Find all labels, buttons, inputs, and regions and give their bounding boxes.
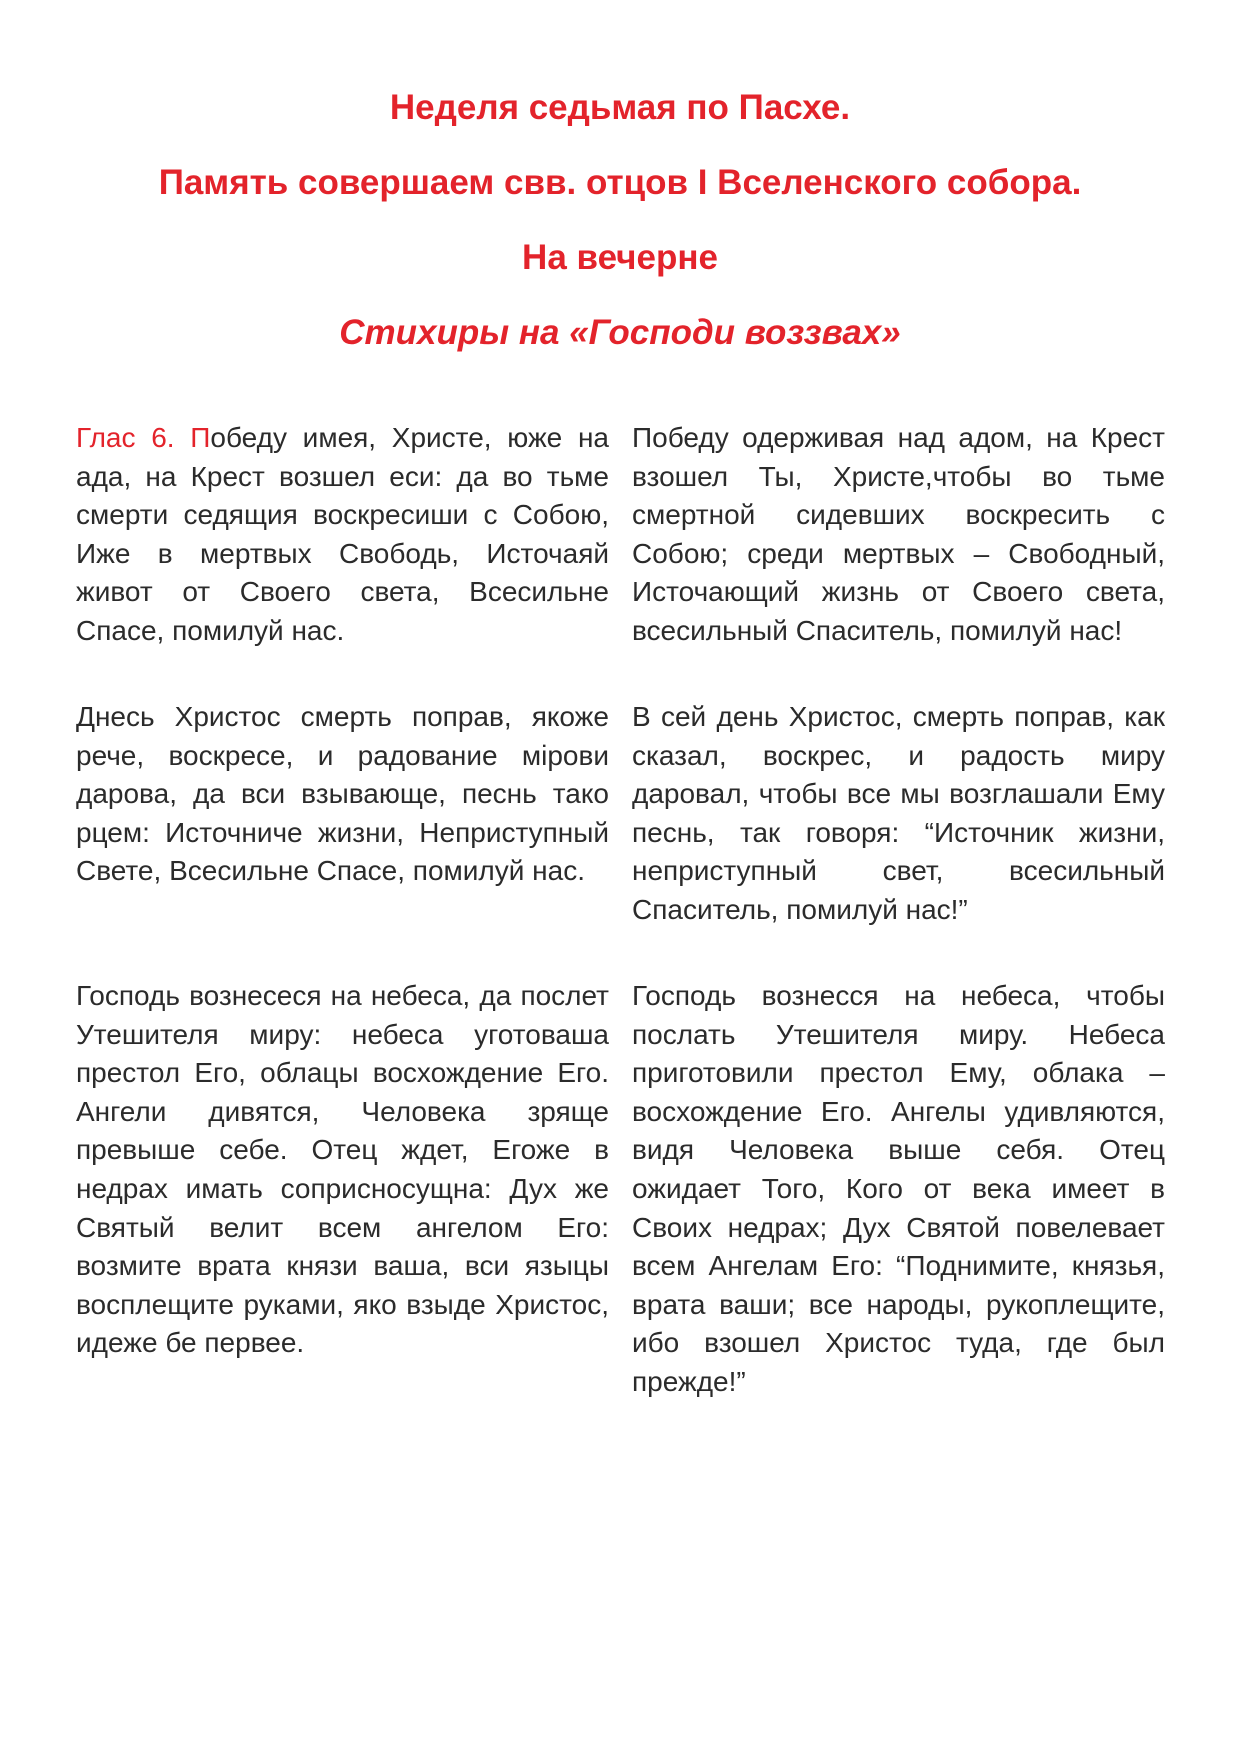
stanza-3-slavonic: Господь вознесеся на небеса, да послет Утешителя миру: небеса уготоваша престол Его, облацы восхождение Его. Ангели дивятся, Человека зряще превыше себе. Отец ждет, Егоже в недрах имать соприсносущна: Дух же Святый велит всем ангелом Его: возмите врата князи ваша, вси языцы восплещите руками, яко взыде Христос, идеже бе первее.	[76, 980, 609, 1359]
service-title: На вечерне	[522, 238, 718, 277]
stanza-1-russian: Победу одерживая над адом, на Крест взошел Ты, Христе,чтобы во тьме смертной сидевших воскресить с Собою; среди мертвых – Свободный, Источающий жизнь от Своего света, всесильный Спаситель, помилуй нас!	[632, 422, 1165, 646]
drop-initial: П	[190, 422, 211, 453]
stanza-3-russian: Господь вознесся на небеса, чтобы послать Утешителя миру. Небеса приготовили престол Ему, облака – восхождение Его. Ангелы удивляются, видя Человека выше себя. Отец ожидает Того, Кого от века имеет в Своих недрах; Дух Святой повелевает всем Ангелам Его: “Поднимите, князья, врата ваши; все народы, рукоплещите, ибо взошел Христос туда, где был прежде!”	[632, 980, 1165, 1397]
stanza-2-slavonic: Днесь Христос смерть поправ, якоже рече, воскресе, и радование мірови дарова, да вси взывающе, песнь тако рцем: Источниче жизни, Неприступный Свете, Всесильне Спасе, помилуй нас.	[76, 701, 609, 887]
section-title: Стихиры на «Господи воззвах»	[339, 313, 901, 352]
stanza-1-slavonic	[76, 419, 609, 651]
feast-title: Неделя седьмая по Пасхе.	[389, 88, 851, 127]
tone-label: Глас 6.	[76, 422, 191, 453]
commemoration-title: Память совершаем свв. отцов I Вселенского собора.	[158, 163, 1082, 202]
stanza-1-slavonic-text: обеду имея, Христе, юже на ада, на Крест возшел еси: да во тьме смерти седящия воскресиши с Собою, Иже в мертвых Свободь, Источаяй живот от Своего света, Всесильне Спасе, помилуй нас.	[76, 422, 609, 646]
stanza-2-russian: В сей день Христос, смерть поправ, как сказал, воскрес, и радость миру даровал, чтобы все мы возглашали Ему песнь, так говоря: “Источник жизни, неприступный свет, всесильный Спаситель, помилуй нас!”	[632, 701, 1165, 925]
